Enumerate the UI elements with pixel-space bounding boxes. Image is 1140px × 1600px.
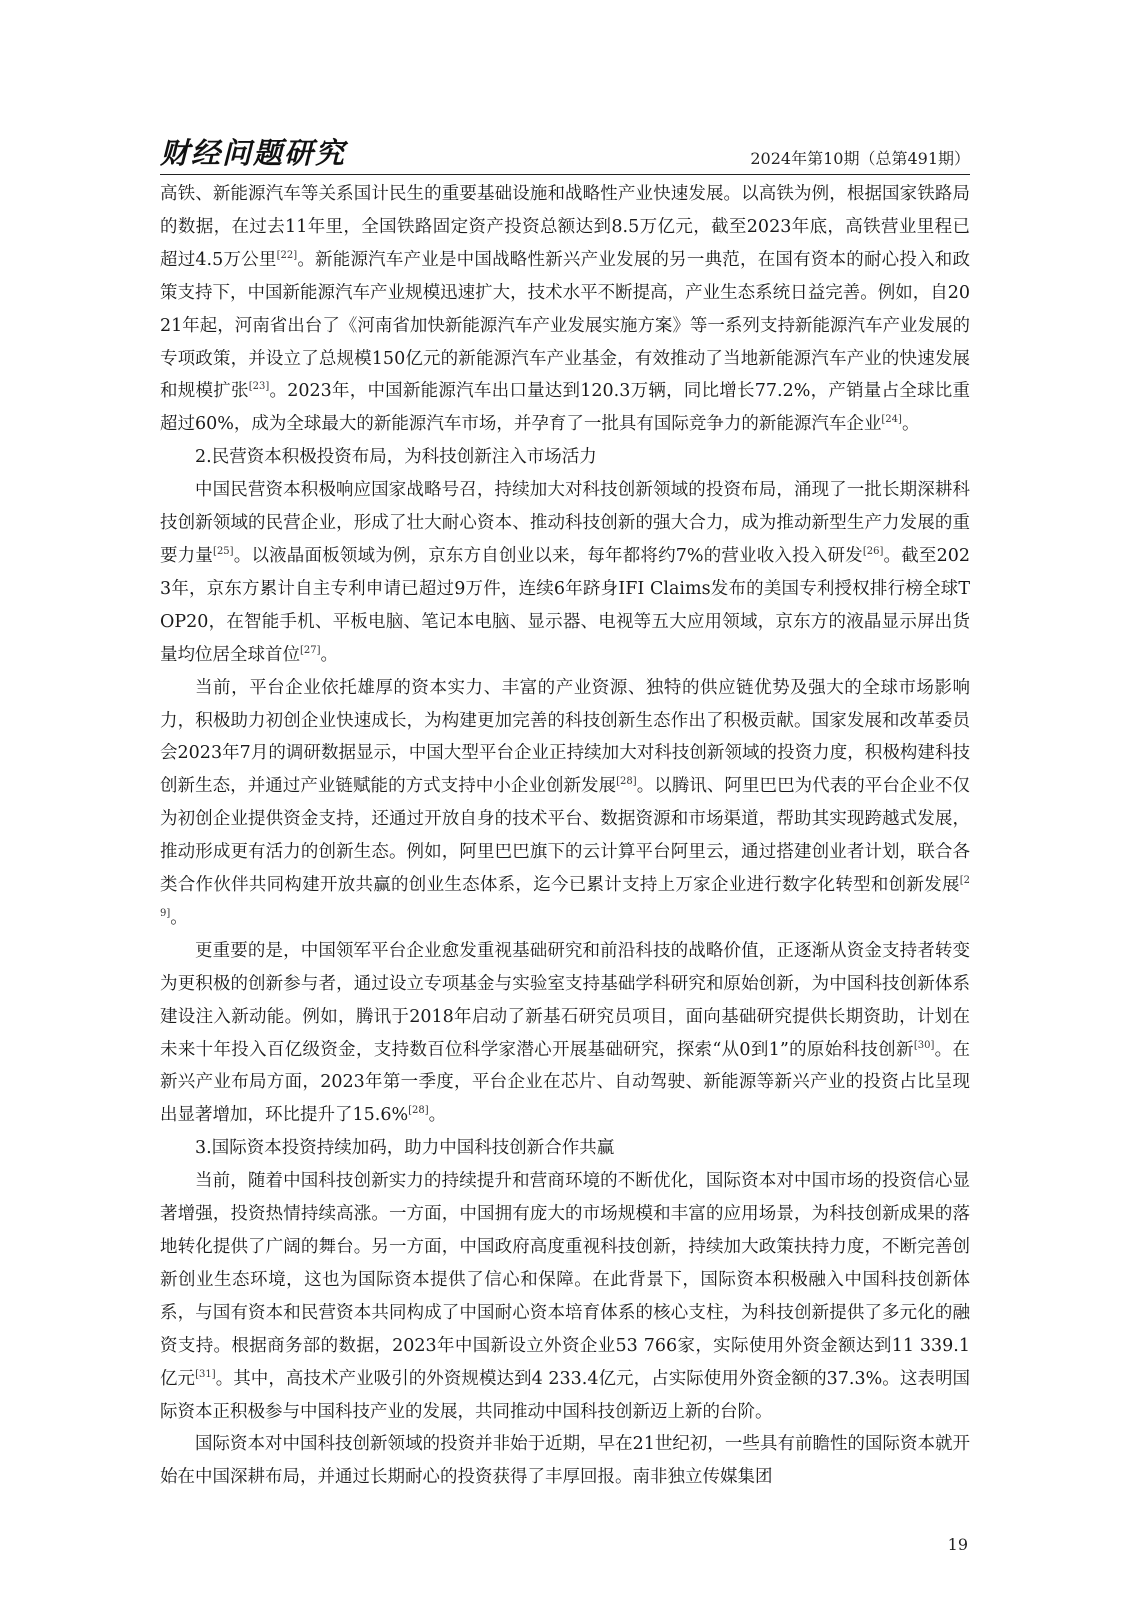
paragraph-6: 国际资本对中国科技创新领域的投资并非始于近期，早在21世纪初，一些具有前瞻性的国际资本就开始在中国深耕布局，并通过长期耐心的投资获得了丰厚回报。南非独立传媒集团: [160, 1434, 970, 1488]
paragraph-text: 。: [428, 1105, 447, 1126]
journal-logo: 财经问题研究: [160, 136, 347, 170]
citation-ref: [28]: [408, 1105, 429, 1117]
citation-ref: [26]: [862, 546, 884, 558]
paragraph-text: 。: [320, 644, 339, 665]
citation-ref: [25]: [213, 546, 234, 558]
paragraph-text: 。2023年，中国新能源汽车出口量达到120.3万辆，同比增长77.2%，产销量占全球比重超过60%，成为全球最大的新能源汽车市场，并孕育了一批具有国际竞争力的新能源汽车企业: [160, 381, 970, 435]
paragraph-text: 。: [901, 414, 920, 435]
paragraph-text: 。其中，高技术产业吸引的外资规模达到4 233.4亿元，占实际使用外资金额的37.3%。这表明国际资本正积极参与中国科技产业的发展，共同推动中国科技创新迈上新的台阶。: [160, 1368, 971, 1422]
article-body: [160, 178, 970, 1494]
paragraph-text: 。截至2023年，京东方累计自主专利申请已超过9万件，连续6年跻身IFI Claims发布的美国专利授权排行榜全球TOP20，在智能手机、平板电脑、笔记本电脑、显示器、电视等五大应用领域，京东方的液晶显示屏出货量均位居全球首位: [160, 545, 970, 665]
paragraph-text: 中国民营资本积极响应国家战略号召，持续加大对科技创新领域的投资布局，涌现了一批长期深耕科技创新领域的民营企业，形成了壮大耐心资本、推动科技创新的强大合力，成为推动新型生产力发展的重要力量: [160, 480, 970, 566]
paragraph-4: [160, 935, 970, 1132]
paragraph-3: [160, 672, 970, 935]
citation-ref: [27]: [300, 644, 321, 656]
citation-ref: [23]: [248, 381, 270, 393]
section-heading-2: 2.民营资本积极投资布局，为科技创新注入市场活力: [195, 447, 597, 468]
paragraph-1: [160, 178, 970, 441]
citation-ref: [28]: [616, 776, 637, 788]
citation-ref: [30]: [913, 1039, 935, 1051]
page-number: 19: [947, 1535, 968, 1554]
citation-ref: [29]: [160, 875, 970, 920]
citation-ref: [31]: [195, 1368, 216, 1380]
citation-ref: [24]: [881, 414, 902, 426]
paragraph-text: 。: [170, 907, 188, 928]
paragraph-text: 更重要的是，中国领军平台企业愈发重视基础研究和前沿科技的战略价值，正逐渐从资金支持者转变为更积极的创新参与者，通过设立专项基金与实验室支持基础学科研究和原始创新，为中国科技创新体系建设注入新动能。例如，腾讯于2018年启动了新基石研究员项目，面向基础研究提供长期资助，计划在未来十年投入百亿级资金，支持数百位科学家潜心开展基础研究，探索“从0到1”的原始科技创新: [160, 940, 970, 1060]
paragraph-5: [160, 1165, 970, 1428]
paragraph-2: [160, 474, 970, 671]
issue-info: 2024年第10期（总第491期）: [750, 149, 970, 168]
paragraph-text: 当前，随着中国科技创新实力的持续提升和营商环境的不断优化，国际资本对中国市场的投资信心显著增强，投资热情持续高涨。一方面，中国拥有庞大的市场规模和丰富的应用场景，为科技创新成果的落地转化提供了广阔的舞台。另一方面，中国政府高度重视科技创新，持续加大政策扶持力度，不断完善创新创业生态环境，这也为国际资本提供了信心和保障。在此背景下，国际资本积极融入中国科技创新体系，与国有资本和民营资本共同构成了中国耐心资本培育体系的核心支柱，为科技创新提供了多元化的融资支持。根据商务部的数据，2023年中国新设立外资企业53 766家，实际使用外资金额达到11 339.1亿元: [160, 1171, 970, 1389]
page-header: [160, 136, 970, 172]
citation-ref: [22]: [276, 249, 298, 261]
header-divider: [160, 174, 970, 175]
section-heading-3: 3.国际资本投资持续加码，助力中国科技创新合作共赢: [195, 1138, 615, 1159]
paragraph-text: 。以腾讯、阿里巴巴为代表的平台企业不仅为初创企业提供资金支持，还通过开放自身的技术平台、数据资源和市场渠道，帮助其实现跨越式发展，推动形成更有活力的创新生态。例如，阿里巴巴旗下的云计算平台阿里云，通过搭建创业者计划，联合各类合作伙伴共同构建开放共赢的创业生态体系，迄今已累计支持上万家企业进行数字化转型和创新发展: [160, 776, 971, 896]
paragraph-text: 当前，平台企业依托雄厚的资本实力、丰富的产业资源、独特的供应链优势及强大的全球市场影响力，积极助力初创企业快速成长，为构建更加完善的科技创新生态作出了积极贡献。国家发展和改革委员会2023年7月的调研数据显示，中国大型平台企业正持续加大对科技创新领域的投资力度，积极构建科技创新生态，并通过产业链赋能的方式支持中小企业创新发展: [160, 677, 970, 797]
paragraph-text: 。以液晶面板领域为例，京东方自创业以来，每年都将约7%的营业收入投入研发: [233, 545, 863, 566]
paragraph-text: 高铁、新能源汽车等关系国计民生的重要基础设施和战略性产业快速发展。以高铁为例，根据国家铁路局的数据，在过去11年里，全国铁路固定资产投资总额达到8.5万亿元，截至2023年底，高铁营业里程已超过4.5万公里: [160, 184, 970, 270]
paragraph-text: 。在新兴产业布局方面，2023年第一季度，平台企业在芯片、自动驾驶、新能源等新兴产业的投资占比呈现出显著增加，环比提升了15.6%: [160, 1039, 970, 1126]
paragraph-text: 。新能源汽车产业是中国战略性新兴产业发展的另一典范，在国有资本的耐心投入和政策支持下，中国新能源汽车产业规模迅速扩大，技术水平不断提高，产业生态系统日益完善。例如，自2021年起，河南省出台了《河南省加快新能源汽车产业发展实施方案》等一系列支持新能源汽车产业发展的专项政策，并设立了总规模150亿元的新能源汽车产业基金，有效推动了当地新能源汽车产业的快速发展和规模扩张: [160, 249, 970, 402]
